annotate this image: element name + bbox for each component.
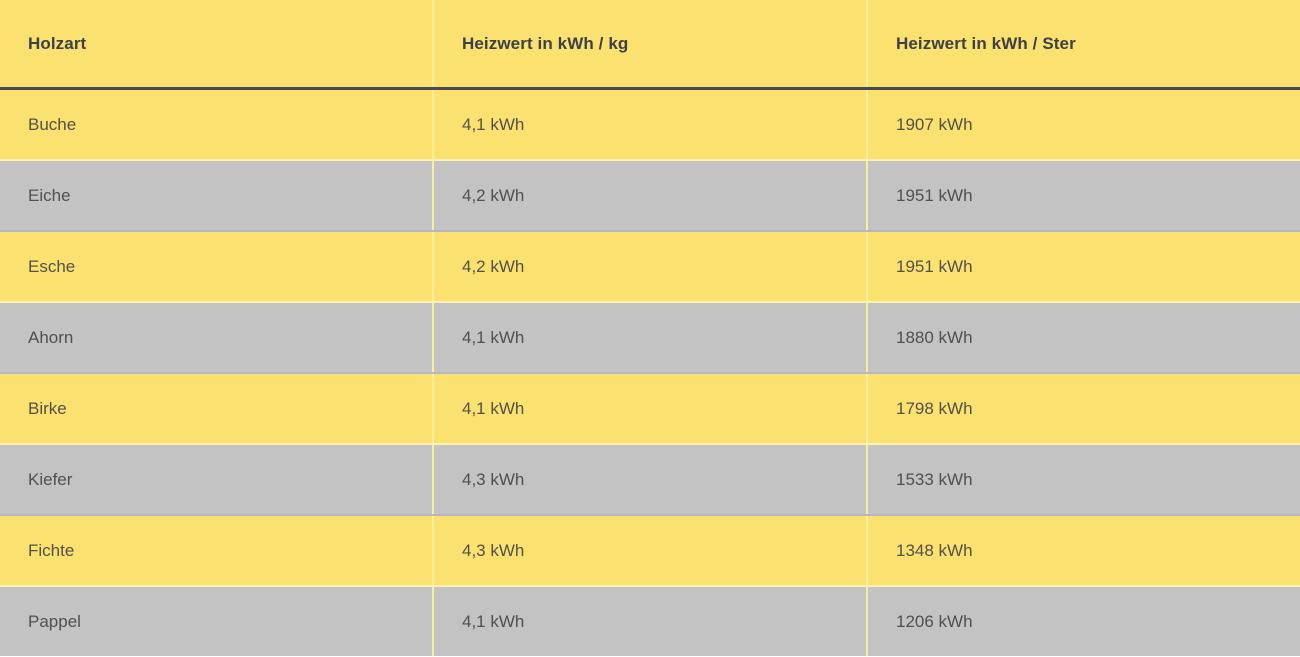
cell-holzart: Esche [0, 231, 433, 302]
cell-holzart: Buche [0, 89, 433, 161]
table-row-kiefer [0, 444, 1300, 515]
cell-holzart: Eiche [0, 160, 433, 231]
table-row-birke [0, 373, 1300, 444]
cell-kwh-ster: 1798 kWh [867, 373, 1300, 444]
cell-kwh-kg: 4,1 kWh [433, 89, 867, 161]
cell-kwh-kg: 4,3 kWh [433, 444, 867, 515]
table-row-fichte [0, 515, 1300, 586]
header-row [0, 0, 1300, 89]
cell-kwh-kg: 4,1 kWh [433, 373, 867, 444]
cell-kwh-ster: 1951 kWh [867, 160, 1300, 231]
cell-holzart: Kiefer [0, 444, 433, 515]
cell-kwh-ster: 1348 kWh [867, 515, 1300, 586]
cell-kwh-ster: 1907 kWh [867, 89, 1300, 161]
table-row-ahorn [0, 302, 1300, 373]
cell-kwh-ster: 1880 kWh [867, 302, 1300, 373]
cell-kwh-kg: 4,1 kWh [433, 586, 867, 656]
cell-kwh-kg: 4,3 kWh [433, 515, 867, 586]
table-row-esche [0, 231, 1300, 302]
cell-holzart: Birke [0, 373, 433, 444]
table-row-pappel [0, 586, 1300, 656]
column-header-holzart: Holzart [0, 0, 433, 89]
column-header-kwh-kg: Heizwert in kWh / kg [433, 0, 867, 89]
cell-holzart: Ahorn [0, 302, 433, 373]
column-header-kwh-ster: Heizwert in kWh / Ster [867, 0, 1300, 89]
cell-holzart: Pappel [0, 586, 433, 656]
cell-kwh-ster: 1206 kWh [867, 586, 1300, 656]
cell-kwh-kg: 4,1 kWh [433, 302, 867, 373]
table-row-eiche [0, 160, 1300, 231]
cell-kwh-ster: 1533 kWh [867, 444, 1300, 515]
cell-kwh-ster: 1951 kWh [867, 231, 1300, 302]
cell-kwh-kg: 4,2 kWh [433, 231, 867, 302]
table-row-buche [0, 89, 1300, 161]
cell-kwh-kg: 4,2 kWh [433, 160, 867, 231]
cell-holzart: Fichte [0, 515, 433, 586]
